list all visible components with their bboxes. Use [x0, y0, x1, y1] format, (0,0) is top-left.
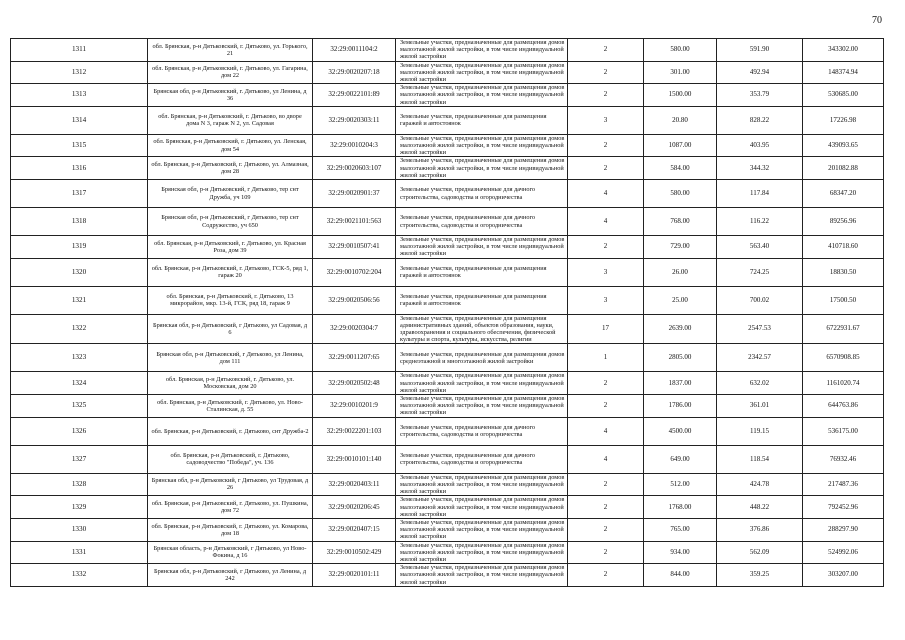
- cell-address: Брянская обл, р-н Дятьковский, г Дятьково, ул Ленина, дом 111: [148, 344, 313, 372]
- cell-cadastral-value: 17500.50: [803, 286, 884, 314]
- table-row: [11, 314, 884, 344]
- cell-cadastral-number: 32:29:0020207:18: [313, 61, 396, 84]
- cell-group: 3: [568, 258, 644, 286]
- cell-group: 2: [568, 157, 644, 180]
- table-body: [11, 39, 884, 587]
- cell-area: 2805.00: [644, 344, 717, 372]
- cell-cadastral-value: 17226.98: [803, 106, 884, 134]
- table-row: [11, 61, 884, 84]
- cell-cadastral-value: 1161020.74: [803, 372, 884, 395]
- cell-cadastral-value: 148374.94: [803, 61, 884, 84]
- cell-address: обл. Брянская, р-н Дятьковский, г. Дятьково, ул. Комарова, дом 18: [148, 518, 313, 541]
- cell-cadastral-value: 410718.60: [803, 236, 884, 259]
- cell-group: 2: [568, 395, 644, 418]
- cell-address: обл. Брянская, р-н Дятьковский, г. Дятьково, ул. Горького, 21: [148, 39, 313, 62]
- cell-address: Брянская обл, р-н Дятьковский, г Дятьково, ул Трудовая, д 26: [148, 473, 313, 496]
- cell-address: обл. Брянская, р-н Дятьковский, г. Дятьково, ул. Гагарина, дом 22: [148, 61, 313, 84]
- cell-address: обл. Брянская, р-н Дятьковский, г. Дятьково, ул. Красная Роза, дом 39: [148, 236, 313, 259]
- cell-cadastral-value: 76932.46: [803, 445, 884, 473]
- cell-area: 26.00: [644, 258, 717, 286]
- cell-cadastral-number: 32:29:0020101:11: [313, 564, 396, 587]
- cell-record-number: 1331: [11, 541, 148, 564]
- cell-address: обл. Брянская, р-н Дятьковский, г. Дятьково, ул. Пушкина, дом 72: [148, 496, 313, 519]
- table-row: [11, 564, 884, 587]
- cell-land-use: Земельные участки, предназначенные для размещения домов малоэтажной жилой застройки, в том числе индивидуальной жилой застройки: [396, 61, 568, 84]
- cell-specific-value: 632.02: [717, 372, 803, 395]
- cell-cadastral-value: 6570908.85: [803, 344, 884, 372]
- cell-area: 1768.00: [644, 496, 717, 519]
- table-row: [11, 258, 884, 286]
- cell-address: обл. Брянская, р-н Дятьковский, г. Дятьково, ул. Ново-Сталинская, д. 55: [148, 395, 313, 418]
- cell-group: 2: [568, 496, 644, 519]
- cell-specific-value: 376.86: [717, 518, 803, 541]
- cell-land-use: Земельные участки, предназначенные для размещения домов малоэтажной жилой застройки, в том числе индивидуальной жилой застройки: [396, 372, 568, 395]
- cell-record-number: 1318: [11, 208, 148, 236]
- cell-cadastral-value: 68347.20: [803, 180, 884, 208]
- cell-land-use: Земельные участки, предназначенные для дачного строительства, садоводства и огородничества: [396, 445, 568, 473]
- cell-specific-value: 403.95: [717, 134, 803, 157]
- cell-land-use: Земельные участки, предназначенные для размещения домов малоэтажной жилой застройки, в том числе индивидуальной жилой застройки: [396, 39, 568, 62]
- cell-area: 1786.00: [644, 395, 717, 418]
- cell-group: 2: [568, 518, 644, 541]
- cell-cadastral-value: 524992.06: [803, 541, 884, 564]
- cell-area: 4500.00: [644, 417, 717, 445]
- cell-area: 844.00: [644, 564, 717, 587]
- cell-group: 17: [568, 314, 644, 344]
- cell-area: 1837.00: [644, 372, 717, 395]
- cell-area: 584.00: [644, 157, 717, 180]
- cell-area: 768.00: [644, 208, 717, 236]
- cell-area: 512.00: [644, 473, 717, 496]
- cell-address: обл. Брянская, р-н Дятьковский, г. Дятьково, 13 микрорайон, мкр. 13-й, ГСК, ряд 18, гараж 9: [148, 286, 313, 314]
- cell-specific-value: 119.15: [717, 417, 803, 445]
- table-row: [11, 496, 884, 519]
- cell-land-use: Земельные участки, предназначенные для размещения домов малоэтажной жилой застройки, в том числе индивидуальной жилой застройки: [396, 236, 568, 259]
- cell-specific-value: 344.32: [717, 157, 803, 180]
- cell-area: 729.00: [644, 236, 717, 259]
- cell-land-use: Земельные участки, предназначенные для размещения домов малоэтажной жилой застройки, в том числе индивидуальной жилой застройки: [396, 84, 568, 107]
- cell-record-number: 1329: [11, 496, 148, 519]
- cell-area: 934.00: [644, 541, 717, 564]
- cell-cadastral-number: 32:29:0020901:37: [313, 180, 396, 208]
- cell-cadastral-value: 303207.00: [803, 564, 884, 587]
- cell-address: обл. Брянская, р-н Дятьковский, г. Дятьково, снт Дружба-2: [148, 417, 313, 445]
- cell-group: 4: [568, 208, 644, 236]
- cell-address: обл. Брянская, р-н Дятьковский, г. Дятьково, садоводчество "Победа", уч. 136: [148, 445, 313, 473]
- cell-land-use: Земельные участки, предназначенные для размещения гаражей и автостоянок: [396, 286, 568, 314]
- cell-land-use: Земельные участки, предназначенные для размещения домов малоэтажной жилой застройки, в том числе индивидуальной жилой застройки: [396, 518, 568, 541]
- table-row: [11, 395, 884, 418]
- cell-record-number: 1315: [11, 134, 148, 157]
- cell-group: 3: [568, 286, 644, 314]
- table-row: [11, 344, 884, 372]
- cell-specific-value: 563.40: [717, 236, 803, 259]
- cell-cadastral-number: 32:29:0020303:11: [313, 106, 396, 134]
- cell-record-number: 1327: [11, 445, 148, 473]
- cell-specific-value: 424.78: [717, 473, 803, 496]
- cell-record-number: 1326: [11, 417, 148, 445]
- table-row: [11, 541, 884, 564]
- table-row: [11, 286, 884, 314]
- cell-specific-value: 116.22: [717, 208, 803, 236]
- cell-area: 1500.00: [644, 84, 717, 107]
- cell-land-use: Земельные участки, предназначенные для размещения гаражей и автостоянок: [396, 106, 568, 134]
- cell-cadastral-number: 32:29:0010502:429: [313, 541, 396, 564]
- cell-area: 2639.00: [644, 314, 717, 344]
- cell-land-use: Земельные участки, предназначенные для размещения домов малоэтажной жилой застройки, в том числе индивидуальной жилой застройки: [396, 157, 568, 180]
- cell-cadastral-value: 439093.65: [803, 134, 884, 157]
- cell-group: 4: [568, 417, 644, 445]
- cell-group: 2: [568, 84, 644, 107]
- cell-specific-value: 492.94: [717, 61, 803, 84]
- cell-record-number: 1330: [11, 518, 148, 541]
- cell-specific-value: 448.22: [717, 496, 803, 519]
- cell-area: 765.00: [644, 518, 717, 541]
- cell-specific-value: 700.02: [717, 286, 803, 314]
- table-row: [11, 518, 884, 541]
- cell-land-use: Земельные участки, предназначенные для размещения административных зданий, объектов образования, науки, здравоохранения и социального обеспечения, физической культуры и спорта, культуры, искусства, религии: [396, 314, 568, 344]
- table-row: [11, 106, 884, 134]
- cell-group: 3: [568, 106, 644, 134]
- cell-record-number: 1313: [11, 84, 148, 107]
- cell-cadastral-value: 18830.50: [803, 258, 884, 286]
- cell-cadastral-number: 32:29:0020403:11: [313, 473, 396, 496]
- cell-cadastral-value: 343302.00: [803, 39, 884, 62]
- cell-record-number: 1314: [11, 106, 148, 134]
- page-number: 70: [872, 15, 882, 26]
- cell-specific-value: 591.90: [717, 39, 803, 62]
- cell-record-number: 1316: [11, 157, 148, 180]
- cell-land-use: Земельные участки, предназначенные для дачного строительства, садоводства и огородничества: [396, 417, 568, 445]
- cell-specific-value: 359.25: [717, 564, 803, 587]
- cell-land-use: Земельные участки, предназначенные для дачного строительства, садоводства и огородничества: [396, 180, 568, 208]
- cell-cadastral-value: 288297.90: [803, 518, 884, 541]
- cell-area: 1087.00: [644, 134, 717, 157]
- cell-address: обл. Брянская, р-н Дятьковский, г. Дятьково, ул. Московская, дом 20: [148, 372, 313, 395]
- cell-land-use: Земельные участки, предназначенные для размещения домов малоэтажной жилой застройки, в том числе индивидуальной жилой застройки: [396, 564, 568, 587]
- cadastral-value-table: [10, 38, 884, 587]
- table-row: [11, 417, 884, 445]
- table-row: [11, 473, 884, 496]
- cell-cadastral-value: 536175.00: [803, 417, 884, 445]
- cell-cadastral-value: 530685.00: [803, 84, 884, 107]
- cell-cadastral-number: 32:29:0020304:7: [313, 314, 396, 344]
- cell-cadastral-value: 792452.96: [803, 496, 884, 519]
- cell-land-use: Земельные участки, предназначенные для размещения домов малоэтажной жилой застройки, в том числе индивидуальной жилой застройки: [396, 134, 568, 157]
- cell-specific-value: 361.01: [717, 395, 803, 418]
- cell-specific-value: 724.25: [717, 258, 803, 286]
- cell-specific-value: 2342.57: [717, 344, 803, 372]
- cell-cadastral-number: 32:29:0020506:56: [313, 286, 396, 314]
- cell-area: 301.00: [644, 61, 717, 84]
- cell-cadastral-number: 32:29:0010101:140: [313, 445, 396, 473]
- cell-cadastral-number: 32:29:0011207:65: [313, 344, 396, 372]
- table-row: [11, 157, 884, 180]
- cell-cadastral-number: 32:29:0010201:9: [313, 395, 396, 418]
- cell-group: 2: [568, 372, 644, 395]
- cell-cadastral-number: 32:29:0010702:204: [313, 258, 396, 286]
- cell-specific-value: 562.09: [717, 541, 803, 564]
- cell-cadastral-value: 89256.96: [803, 208, 884, 236]
- cell-cadastral-number: 32:29:0011104:2: [313, 39, 396, 62]
- cell-specific-value: 118.54: [717, 445, 803, 473]
- cell-address: обл. Брянская, р-н Дятьковский, г. Дятьково, во дворе дома N 3, гараж N 2, ул. Садовая: [148, 106, 313, 134]
- cell-land-use: Земельные участки, предназначенные для размещения домов малоэтажной жилой застройки, в том числе индивидуальной жилой застройки: [396, 473, 568, 496]
- cell-area: 20.80: [644, 106, 717, 134]
- cell-record-number: 1325: [11, 395, 148, 418]
- cell-land-use: Земельные участки, предназначенные для размещения домов малоэтажной жилой застройки, в том числе индивидуальной жилой застройки: [396, 395, 568, 418]
- cell-record-number: 1324: [11, 372, 148, 395]
- cell-cadastral-number: 32:29:0020407:15: [313, 518, 396, 541]
- cell-group: 2: [568, 473, 644, 496]
- cell-group: 1: [568, 344, 644, 372]
- cell-record-number: 1332: [11, 564, 148, 587]
- table-row: [11, 180, 884, 208]
- cell-cadastral-number: 32:29:0021101:563: [313, 208, 396, 236]
- cell-cadastral-number: 32:29:0010204:3: [313, 134, 396, 157]
- cell-address: обл. Брянская, р-н Дятьковский, г. Дятьково, ГСК-5, ряд 1, гараж 20: [148, 258, 313, 286]
- cell-group: 2: [568, 134, 644, 157]
- cell-specific-value: 353.79: [717, 84, 803, 107]
- cell-address: Брянская обл, р-н Дятьковский, г Дятьково, тер снт Содружество, уч 650: [148, 208, 313, 236]
- cell-land-use: Земельные участки, предназначенные для размещения гаражей и автостоянок: [396, 258, 568, 286]
- cell-cadastral-number: 32:29:0020502:48: [313, 372, 396, 395]
- cell-record-number: 1320: [11, 258, 148, 286]
- cell-land-use: Земельные участки, предназначенные для размещения домов среднеэтажной и многоэтажной жилой застройки: [396, 344, 568, 372]
- cell-cadastral-number: 32:29:0010507:41: [313, 236, 396, 259]
- cell-address: Брянская обл, р-н Дятьковский, г. Дятьково, ул Ленина, д 36: [148, 84, 313, 107]
- table-row: [11, 445, 884, 473]
- cell-group: 2: [568, 541, 644, 564]
- cell-specific-value: 2547.53: [717, 314, 803, 344]
- cell-land-use: Земельные участки, предназначенные для размещения домов малоэтажной жилой застройки, в том числе индивидуальной жилой застройки: [396, 496, 568, 519]
- cell-area: 580.00: [644, 39, 717, 62]
- cell-address: Брянская обл, р-н Дятьковский, г Дятьково, ул Ленина, д 242: [148, 564, 313, 587]
- cell-record-number: 1312: [11, 61, 148, 84]
- cell-address: обл. Брянская, р-н Дятьковский, г. Дятьково, ул. Алмазная, дом 28: [148, 157, 313, 180]
- cell-cadastral-number: 32:29:0020206:45: [313, 496, 396, 519]
- table-row: [11, 134, 884, 157]
- cell-cadastral-value: 6722931.67: [803, 314, 884, 344]
- cell-land-use: Земельные участки, предназначенные для дачного строительства, садоводства и огородничества: [396, 208, 568, 236]
- cell-specific-value: 828.22: [717, 106, 803, 134]
- table-row: [11, 372, 884, 395]
- cell-group: 2: [568, 61, 644, 84]
- cell-cadastral-number: 32:29:0020603:107: [313, 157, 396, 180]
- cell-cadastral-value: 201082.88: [803, 157, 884, 180]
- cell-address: Брянская обл, р-н Дятьковский, г Дятьково, тер снт Дружба, уч 109: [148, 180, 313, 208]
- table-row: [11, 39, 884, 62]
- cell-group: 2: [568, 236, 644, 259]
- cell-land-use: Земельные участки, предназначенные для размещения домов малоэтажной жилой застройки, в том числе индивидуальной жилой застройки: [396, 541, 568, 564]
- cell-area: 25.00: [644, 286, 717, 314]
- cell-cadastral-value: 644763.86: [803, 395, 884, 418]
- cell-record-number: 1323: [11, 344, 148, 372]
- cell-group: 2: [568, 39, 644, 62]
- cell-cadastral-value: 217487.36: [803, 473, 884, 496]
- cell-record-number: 1319: [11, 236, 148, 259]
- table-row: [11, 236, 884, 259]
- cell-address: Брянская обл, р-н Дятьковский, г Дятьково, ул Садовая, д 6: [148, 314, 313, 344]
- cell-record-number: 1321: [11, 286, 148, 314]
- table-row: [11, 208, 884, 236]
- cell-group: 2: [568, 564, 644, 587]
- cell-group: 4: [568, 180, 644, 208]
- cell-specific-value: 117.84: [717, 180, 803, 208]
- cell-record-number: 1317: [11, 180, 148, 208]
- cell-record-number: 1328: [11, 473, 148, 496]
- cell-area: 649.00: [644, 445, 717, 473]
- cell-cadastral-number: 32:29:0022101:89: [313, 84, 396, 107]
- cell-address: обл. Брянская, р-н Дятьковский, г. Дятьково, ул. Ленская, дом 54: [148, 134, 313, 157]
- cell-record-number: 1311: [11, 39, 148, 62]
- table-row: [11, 84, 884, 107]
- cell-cadastral-number: 32:29:0022201:103: [313, 417, 396, 445]
- cell-record-number: 1322: [11, 314, 148, 344]
- cell-area: 580.00: [644, 180, 717, 208]
- cell-address: Брянская область, р-н Дятьковский, г Дятьково, ул Ново-Фокина, д 16: [148, 541, 313, 564]
- cell-group: 4: [568, 445, 644, 473]
